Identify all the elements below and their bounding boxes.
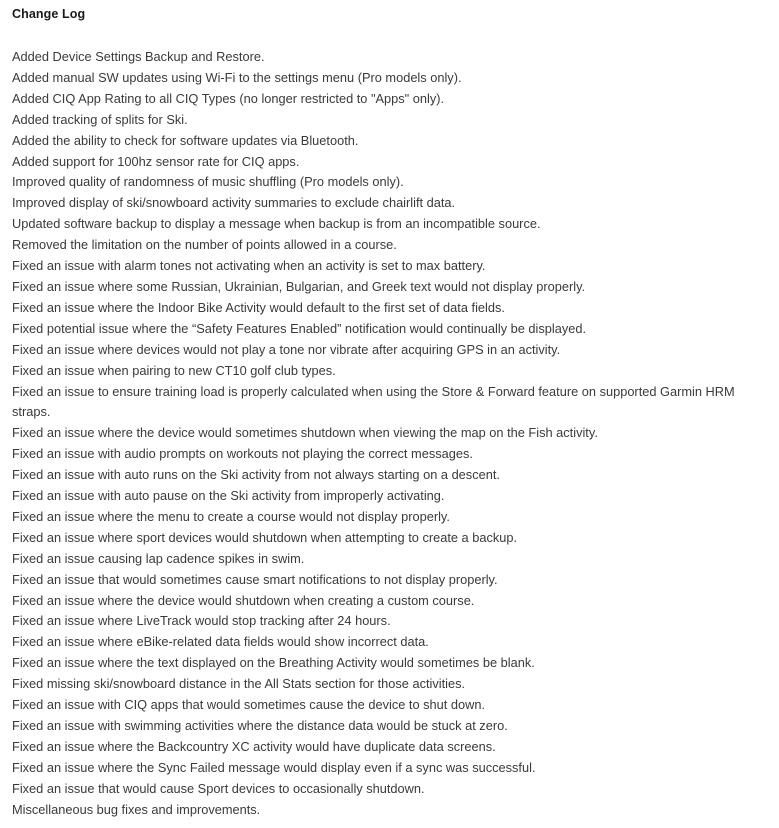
list-item: Fixed an issue where eBike-related data fields would show incorrect data. xyxy=(12,634,429,650)
title-spacer xyxy=(10,26,769,47)
list-item: Fixed an issue with alarm tones not activating when an activity is set to max battery. xyxy=(12,258,486,274)
list-item: Fixed an issue where some Russian, Ukrainian, Bulgarian, and Greek text would not display properly. xyxy=(12,278,586,294)
list-item: Fixed an issue where the device would sometimes shutdown when viewing the map on the Fish activity. xyxy=(12,425,598,441)
list-item: Improved quality of randomness of music shuffling (Pro models only). xyxy=(12,174,404,190)
list-item: Fixed an issue when pairing to new CT10 golf club types. xyxy=(12,362,336,378)
list-item: Fixed an issue where the menu to create a course would not display properly. xyxy=(12,508,450,524)
list-item: Improved display of ski/snowboard activity summaries to exclude chairlift data. xyxy=(12,195,456,211)
list-item: Fixed an issue where the Backcountry XC activity would have duplicate data screens. xyxy=(12,738,496,754)
list-item: Fixed an issue where LiveTrack would stop tracking after 24 hours. xyxy=(12,613,391,629)
list-item: Fixed an issue where the text displayed on the Breathing Activity would sometimes be blank. xyxy=(12,655,535,671)
list-item: Fixed an issue with auto runs on the Ski activity from not always starting on a descent. xyxy=(12,467,500,483)
list-item: Fixed potential issue where the “Safety Features Enabled” notification would continually be displayed. xyxy=(12,320,587,336)
list-item: Fixed an issue with audio prompts on workouts not playing the correct messages. xyxy=(12,446,473,462)
list-item: Fixed an issue where sport devices would shutdown when attempting to create a backup. xyxy=(12,529,518,545)
list-item: Miscellaneous bug fixes and improvements. xyxy=(12,801,261,817)
list-item: Removed the limitation on the number of points allowed in a course. xyxy=(12,237,397,253)
list-item: Fixed an issue that would sometimes cause smart notifications to not display properly. xyxy=(12,571,498,587)
list-item: Added support for 100hz sensor rate for CIQ apps. xyxy=(12,153,300,169)
list-item: Fixed an issue that would cause Sport devices to occasionally shutdown. xyxy=(12,780,425,796)
list-item: Added tracking of splits for Ski. xyxy=(12,111,188,127)
list-item: Fixed an issue to ensure training load is properly calculated when using the Store & Forward feature on supported Garmin HRM straps. xyxy=(12,383,735,420)
list-item: Added Device Settings Backup and Restore. xyxy=(12,49,265,64)
list-item: Fixed an issue with CIQ apps that would sometimes cause the device to shut down. xyxy=(12,697,486,713)
change-log-entry-list xyxy=(10,47,769,821)
list-item: Updated software backup to display a message when backup is from an incompatible source. xyxy=(12,216,541,232)
page-title: Change Log xyxy=(12,7,86,21)
list-item: Fixed missing ski/snowboard distance in the All Stats section for those activities. xyxy=(12,676,466,692)
list-item: Fixed an issue where the Sync Failed message would display even if a sync was successful. xyxy=(12,759,536,775)
list-item: Fixed an issue with auto pause on the Ski activity from improperly activating. xyxy=(12,488,445,504)
list-item: Fixed an issue where the Indoor Bike Activity would default to the first set of data fields. xyxy=(12,299,505,315)
list-item: Added manual SW updates using Wi-Fi to the settings menu (Pro models only). xyxy=(12,69,462,85)
list-item: Fixed an issue where devices would not play a tone nor vibrate after acquiring GPS in an activity. xyxy=(12,341,561,357)
list-item: Fixed an issue with swimming activities where the distance data would be stuck at zero. xyxy=(12,718,508,733)
list-item: Added the ability to check for software updates via Bluetooth. xyxy=(12,132,359,148)
list-item: Added CIQ App Rating to all CIQ Types (no longer restricted to "Apps" only). xyxy=(12,90,445,106)
list-item: Fixed an issue causing lap cadence spikes in swim. xyxy=(12,550,305,566)
list-item: Fixed an issue where the device would shutdown when creating a custom course. xyxy=(12,592,475,608)
